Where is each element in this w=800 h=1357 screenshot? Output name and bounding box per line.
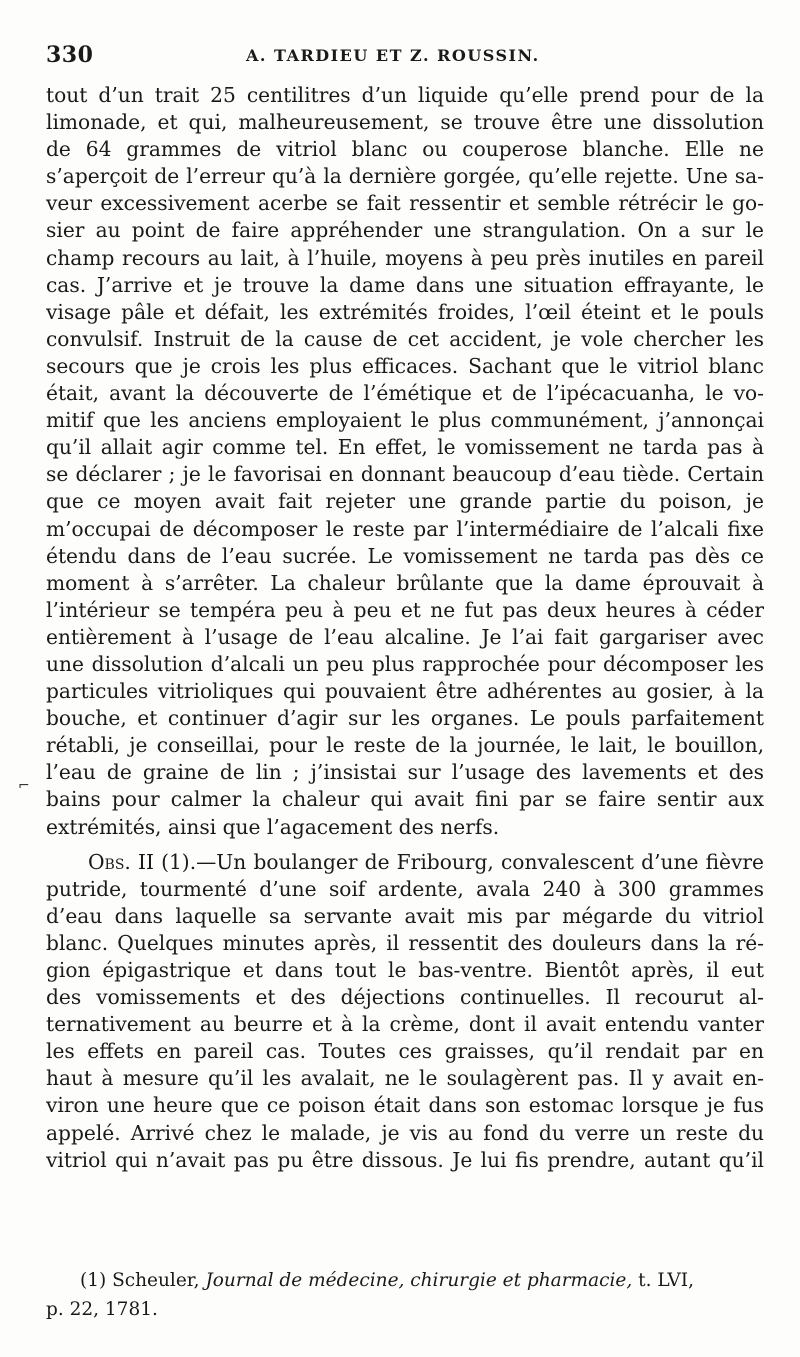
text-line: appelé. Arrivé chez le malade, je vis au fond du verre un reste du [46, 1120, 764, 1145]
text-line: bains pour calmer la chaleur qui avait fini par se faire sentir aux [46, 787, 764, 812]
footnote-reference: (1) [161, 849, 190, 874]
text-line: l’intérieur se tempéra peu à peu et ne fut pas deux heures à céder [46, 597, 764, 622]
observation-label: Obs. II [88, 849, 154, 874]
body-text [46, 82, 764, 1174]
text-line: tout d’un trait 25 centilitres d’un liquide qu’elle prend pour de la [46, 83, 764, 107]
text-line: entièrement à l’usage de l’eau alcaline. Je l’ai fait gargariser avec [46, 624, 764, 649]
text-line: que ce moyen avait fait rejeter une grande partie du poison, je [46, 489, 764, 514]
running-head: A. TARDIEU ET Z. ROUSSIN. [246, 46, 540, 65]
text-line: putride, tourmenté d’une soif ardente, avala 240 à 300 grammes [46, 876, 764, 901]
text-line: haut à mesure qu’il les avalait, ne le soulagèrent pas. Il y avait en- [46, 1066, 764, 1091]
footnote [46, 1266, 764, 1324]
text-line: mitif que les anciens employaient le plus communément, j’annonçai [46, 408, 764, 433]
text-line: blanc. Quelques minutes après, il ressentit des douleurs dans la ré- [46, 930, 764, 955]
page-number: 330 [46, 42, 94, 68]
footnote-pages: p. 22, 1781. [46, 1299, 158, 1320]
text-line: bouche, et continuer d’agir sur les organes. Le pouls parfaitement [46, 706, 764, 731]
text-line: s’aperçoit de l’erreur qu’à la dernière gorgée, qu’elle rejette. Une sa- [46, 164, 764, 189]
text-line: sier au point de faire appréhender une strangulation. On a sur le [46, 218, 764, 243]
text-line: visage pâle et défait, les extrémités froides, l’œil éteint et le pouls [46, 299, 764, 324]
text-line: une dissolution d’alcali un peu plus rapprochée pour décomposer les [46, 651, 764, 676]
text-line: particules vitrioliques qui pouvaient être adhérentes au gosier, à la [46, 679, 764, 704]
text-line: veur excessivement acerbe se fait ressentir et semble rétrécir le go- [46, 191, 764, 216]
text-line: d’eau dans laquelle sa servante avait mis par mégarde du vitriol [46, 903, 764, 928]
text-line: ternativement au beurre et à la crème, dont il avait entendu vanter [46, 1012, 764, 1037]
footnote-journal: Journal de médecine, chirurgie et pharmacie, [205, 1270, 633, 1291]
text-line: des vomissements et des déjections continuelles. Il recourut al- [46, 985, 764, 1010]
text-line: limonade, et qui, malheureusement, se trouve être une dissolution [46, 110, 764, 135]
paragraph-2 [46, 849, 764, 1174]
text-line: étendu dans de l’eau sucrée. Le vomissement ne tarda pas dès ce [46, 543, 764, 568]
text-line: l’eau de graine de lin ; j’insistai sur l’usage des lavements et des [46, 760, 764, 785]
text-line: extrémités, ainsi que l’agacement des nerfs. [46, 814, 500, 839]
paragraph-gap [46, 841, 764, 849]
margin-mark: ⌐ [18, 778, 30, 794]
observation-first-line [46, 849, 764, 876]
text-line: cas. J’arrive et je trouve la dame dans une situation effrayante, le [46, 272, 764, 297]
observation-first-line-text: .—Un boulanger de Fribourg, convalescent d’une fièvre [189, 849, 764, 874]
footnote-marker: (1) [80, 1270, 107, 1291]
footnote-volume: t. LVI, [638, 1270, 694, 1291]
text-line: viron une heure que ce poison était dans son estomac lorsque je fus [46, 1093, 764, 1118]
paragraph-1 [46, 82, 764, 841]
text-line: convulsif. Instruit de la cause de cet accident, je vole chercher les [46, 326, 764, 351]
text-line: moment à s’arrêter. La chaleur brûlante que la dame éprouvait à [46, 570, 764, 595]
text-line: gion épigastrique et dans tout le bas-ventre. Bientôt après, il eut [46, 958, 764, 982]
footnote-author: Scheuler, [112, 1270, 200, 1291]
text-line: de 64 grammes de vitriol blanc ou couperose blanche. Elle ne [46, 137, 764, 162]
text-line: secours que je crois les plus efficaces. Sachant que le vitriol blanc [46, 353, 764, 378]
footnote-line [46, 1266, 764, 1295]
text-line: rétabli, je conseillai, pour le reste de la journée, le lait, le bouillon, [46, 733, 764, 758]
page-header [46, 42, 764, 74]
text-line: m’occupai de décomposer le reste par l’intermédiaire de l’alcali fixe [46, 516, 764, 541]
text-line: vitriol qui n’avait pas pu être dissous. Je lui fis prendre, autant qu’il [46, 1147, 764, 1172]
text-line: était, avant la découverte de l’émétique et de l’ipécacuanha, le vo- [46, 381, 764, 406]
text-line: les effets en pareil cas. Toutes ces graisses, qu’il rendait par en [46, 1039, 764, 1064]
text-line: champ recours au lait, à l’huile, moyens à peu près inutiles en pareil [46, 245, 764, 270]
text-line: qu’il allait agir comme tel. En effet, le vomissement ne tarda pas à [46, 435, 764, 460]
text-line: se déclarer ; je le favorisai en donnant beaucoup d’eau tiède. Certain [46, 462, 764, 487]
